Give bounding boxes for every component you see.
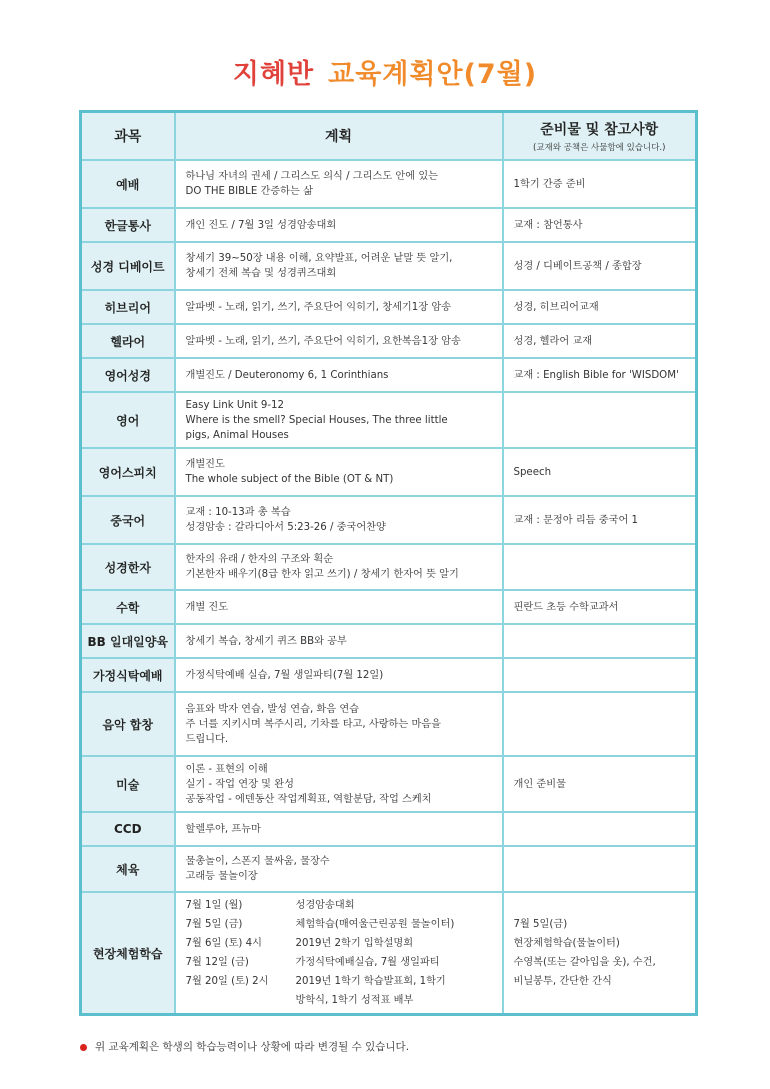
schedule-date: 7월 1일 (월) — [185, 900, 243, 911]
prep-cell: Speech — [503, 448, 697, 496]
prep-cell — [503, 812, 697, 846]
table-row — [81, 160, 697, 208]
plan-cell: 이론 - 표현의 이해 실기 - 작업 연장 및 완성 공동작업 - 에덴동산 작업계획표, 역할분담, 작업 스케치 — [175, 756, 503, 812]
table-row — [81, 692, 697, 756]
table-row — [81, 242, 697, 290]
prep-cell — [503, 624, 697, 658]
table-row — [81, 324, 697, 358]
prep-cell — [503, 658, 697, 692]
prep-cell: 개인 준비물 — [503, 756, 697, 812]
bullet-icon — [80, 1044, 87, 1051]
subject-cell: 중국어 — [81, 496, 175, 544]
plan-cell: 알파벳 - 노래, 읽기, 쓰기, 주요단어 익히기, 창세기1장 암송 — [175, 290, 503, 324]
schedule-date: 7월 20일 (토) 2시 — [185, 976, 269, 987]
footnote — [80, 1039, 409, 1054]
table-row — [81, 812, 697, 846]
prep-cell: 성경, 헬라어 교재 — [503, 324, 697, 358]
footnote-text: 위 교육계획은 학생의 학습능력이나 상황에 따라 변경될 수 있습니다. — [95, 1041, 410, 1053]
schedule-event: 가정식탁예배실습, 7월 생일파티 — [295, 957, 440, 968]
subject-cell: CCD — [81, 812, 175, 846]
prep-cell: 성경 / 디베이트공책 / 종합장 — [503, 242, 697, 290]
subject-cell: 예배 — [81, 160, 175, 208]
subject-cell: 성경한자 — [81, 544, 175, 590]
plan-cell: 알파벳 - 노래, 읽기, 쓰기, 주요단어 익히기, 요한복음1장 암송 — [175, 324, 503, 358]
table-row — [81, 756, 697, 812]
plan-cell: 개별 진도 — [175, 590, 503, 624]
table-row — [81, 846, 697, 892]
header-subject: 과목 — [81, 112, 175, 161]
page-title — [0, 52, 770, 91]
subject-cell: 미술 — [81, 756, 175, 812]
plan-cell: 교재 : 10-13과 총 복습 성경암송 : 갈라디아서 5:23-26 / 중국어찬양 — [175, 496, 503, 544]
schedule-event: 체험학습(매여울근린공원 물놀이터) — [295, 919, 455, 930]
table-row — [81, 392, 697, 448]
plan-cell: 창세기 39~50장 내용 이해, 요약발표, 어려운 낱말 뜻 알기, 창세기 전체 복습 및 성경퀴즈대회 — [175, 242, 503, 290]
prep-cell — [503, 846, 697, 892]
plan-cell: 할렐루야, 프뉴마 — [175, 812, 503, 846]
plan-cell: Easy Link Unit 9-12 Where is the smell? Special Houses, The three little pigs, Animal Houses — [175, 392, 503, 448]
plan-cell: 음표와 박자 연습, 발성 연습, 화음 연습 주 너를 지키시며 복주시리, 기차를 타고, 사랑하는 마음을 드립니다. — [175, 692, 503, 756]
table-row — [81, 208, 697, 242]
table-row — [81, 290, 697, 324]
table-row — [81, 448, 697, 496]
subject-cell: 영어 — [81, 392, 175, 448]
subject-cell: 음악 합창 — [81, 692, 175, 756]
plan-cell: 창세기 복습, 창세기 퀴즈 BB와 공부 — [175, 624, 503, 658]
prep-cell — [503, 692, 697, 756]
table-row — [81, 590, 697, 624]
prep-cell: 핀란드 초등 수학교과서 — [503, 590, 697, 624]
table-header-row — [81, 112, 697, 161]
schedule-date: 7월 6일 (토) 4시 — [185, 938, 262, 949]
subject-cell: 한글통사 — [81, 208, 175, 242]
subject-cell: 현장체험학습 — [81, 892, 175, 1015]
subject-cell: BB 일대일양육 — [81, 624, 175, 658]
prep-cell — [503, 544, 697, 590]
table-row — [81, 658, 697, 692]
prep-cell: 교재 : 문정아 리듬 중국어 1 — [503, 496, 697, 544]
table-row — [81, 624, 697, 658]
table-row — [81, 358, 697, 392]
header-prep-label: 준비물 및 참고사항 — [540, 122, 659, 138]
plan-cell: 한자의 유래 / 한자의 구조와 획순 기본한자 배우기(8급 한자 읽고 쓰기) / 창세기 한자어 뜻 알기 — [175, 544, 503, 590]
table-row-field-trip — [81, 892, 697, 1015]
subject-cell: 히브리어 — [81, 290, 175, 324]
table-row — [81, 496, 697, 544]
schedule-event: 2019년 1학기 학습발표회, 1학기 방학식, 1학기 성적표 배부 — [295, 976, 446, 1006]
prep-cell: 7월 5일(금) 현장체험학습(물놀이터) 수영복(또는 갈아입을 옷), 수건, 비닐봉투, 간단한 간식 — [503, 892, 697, 1015]
schedule-cell — [175, 892, 503, 1015]
table-row — [81, 544, 697, 590]
subject-cell: 가정식탁예배 — [81, 658, 175, 692]
education-plan-table — [79, 110, 698, 1016]
title-class-name: 지혜반 — [232, 59, 315, 90]
prep-cell: 성경, 히브리어교재 — [503, 290, 697, 324]
subject-cell: 헬라어 — [81, 324, 175, 358]
schedule-date: 7월 12일 (금) — [185, 957, 249, 968]
prep-cell: 교재 : English Bible for 'WISDOM' — [503, 358, 697, 392]
subject-cell: 성경 디베이트 — [81, 242, 175, 290]
prep-cell — [503, 392, 697, 448]
schedule-event: 2019년 2학기 입학설명회 — [295, 938, 414, 949]
plan-cell: 물총놀이, 스폰지 물싸움, 물장수 고래등 물놀이장 — [175, 846, 503, 892]
plan-cell: 하나님 자녀의 권세 / 그리스도 의식 / 그리스도 안에 있는 DO THE BIBLE 간증하는 삶 — [175, 160, 503, 208]
header-plan: 계획 — [175, 112, 503, 161]
plan-cell: 개별진도 / Deuteronomy 6, 1 Corinthians — [175, 358, 503, 392]
plan-cell: 가정식탁예배 실습, 7월 생일파티(7월 12일) — [175, 658, 503, 692]
header-prep-sub: (교재와 공책은 사물함에 있습니다.) — [533, 143, 666, 153]
subject-cell: 수학 — [81, 590, 175, 624]
prep-cell: 1학기 간증 준비 — [503, 160, 697, 208]
plan-cell: 개인 진도 / 7월 3일 성경암송대회 — [175, 208, 503, 242]
plan-cell: 개별진도 The whole subject of the Bible (OT & NT) — [175, 448, 503, 496]
schedule-date: 7월 5일 (금) — [185, 919, 243, 930]
subject-cell: 체육 — [81, 846, 175, 892]
title-plan-name: 교육계획안(7월) — [328, 59, 538, 90]
table-body — [81, 160, 697, 1015]
header-prep — [503, 112, 697, 161]
schedule-list — [186, 896, 492, 1010]
schedule-event: 성경암송대회 — [295, 900, 355, 911]
subject-cell: 영어성경 — [81, 358, 175, 392]
prep-cell: 교재 : 참언통사 — [503, 208, 697, 242]
subject-cell: 영어스피치 — [81, 448, 175, 496]
